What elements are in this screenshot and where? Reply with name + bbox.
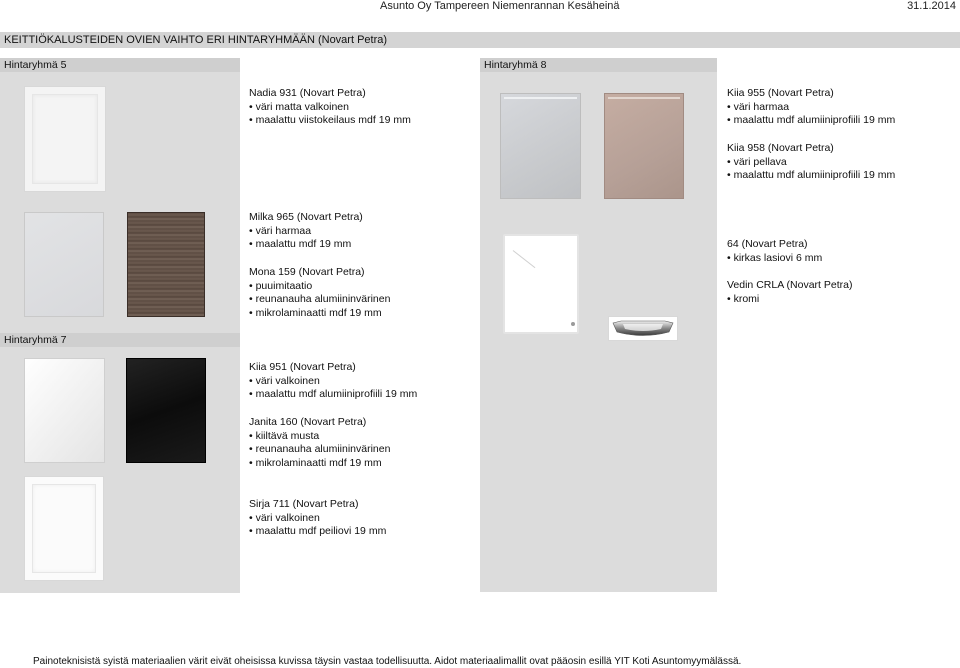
product-title: Kiia 958 (Novart Petra) <box>727 141 834 154</box>
product-detail: • maalattu viistokeilaus mdf 19 mm <box>249 114 411 128</box>
sirja-711-description <box>249 498 386 539</box>
product-title: Kiia 955 (Novart Petra) <box>727 87 834 99</box>
glass-door-handle-description <box>727 238 852 307</box>
group-8-header: Hintaryhmä 8 <box>480 58 717 72</box>
product-title: Janita 160 (Novart Petra) <box>249 415 367 428</box>
product-title: Mona 159 (Novart Petra) <box>249 265 365 278</box>
product-title: Sirja 711 (Novart Petra) <box>249 498 359 510</box>
kiia-955-swatch <box>500 93 581 199</box>
janita-160-swatch <box>126 358 206 463</box>
product-detail: • maalattu mdf peiliovi 19 mm <box>249 525 386 539</box>
product-detail: • väri pellava <box>727 156 895 170</box>
product-detail: • kiiltävä musta <box>249 430 417 444</box>
product-title: Vedin CRLA (Novart Petra) <box>727 279 853 292</box>
footer-disclaimer: Painoteknisistä syistä materiaalien värit eivät oheisissa kuvissa täysin vastaa todellisuutta. Aidot materiaalimallit ovat pääosin esillä YIT Koti Asuntomyymälässä. <box>33 656 742 667</box>
product-title: Kiia 951 (Novart Petra) <box>249 361 356 373</box>
product-detail: • puuimitaatio <box>249 280 390 294</box>
nadia-931-description <box>249 87 411 128</box>
product-detail: • reunanauha alumiininvärinen <box>249 443 417 457</box>
product-detail: • maalattu mdf alumiiniprofiili 19 mm <box>249 388 417 402</box>
nadia-931-swatch <box>24 86 106 192</box>
product-detail: • väri valkoinen <box>249 512 386 526</box>
document-title: KEITTIÖKALUSTEIDEN OVIEN VAIHTO ERI HINTARYHMÄÄN (Novart Petra) <box>0 32 960 48</box>
milka-mona-description <box>249 211 390 321</box>
door-knob-icon <box>571 322 575 326</box>
product-detail: • mikrolaminaatti mdf 19 mm <box>249 457 417 471</box>
kiia-955-958-description <box>727 87 895 183</box>
product-title: 64 (Novart Petra) <box>727 238 808 250</box>
header-title: Asunto Oy Tampereen Niemenrannan Kesäheinä <box>380 0 620 12</box>
product-detail: • kromi <box>727 293 852 307</box>
product-title: Nadia 931 (Novart Petra) <box>249 87 366 99</box>
header-date: 31.1.2014 <box>907 0 956 12</box>
kiia-951-swatch <box>24 358 105 463</box>
product-detail: • kirkas lasiovi 6 mm <box>727 252 852 266</box>
sirja-711-swatch <box>24 476 104 581</box>
product-title: Milka 965 (Novart Petra) <box>249 211 363 223</box>
product-detail: • maalattu mdf alumiiniprofiili 19 mm <box>727 114 895 128</box>
group-7-header: Hintaryhmä 7 <box>0 333 240 347</box>
product-detail: • mikrolaminaatti mdf 19 mm <box>249 307 390 321</box>
group-5-header: Hintaryhmä 5 <box>0 58 240 72</box>
kiia-janita-description <box>249 361 417 471</box>
crla-handle-image <box>608 316 678 341</box>
chrome-handle-icon <box>609 317 677 340</box>
product-detail: • väri valkoinen <box>249 375 417 389</box>
glass-door-64-swatch <box>503 234 579 334</box>
product-detail: • väri harmaa <box>249 225 390 239</box>
product-detail: • maalattu mdf 19 mm <box>249 238 390 252</box>
product-detail: • reunanauha alumiininvärinen <box>249 293 390 307</box>
product-detail: • maalattu mdf alumiiniprofiili 19 mm <box>727 169 895 183</box>
product-detail: • väri harmaa <box>727 101 895 115</box>
product-detail: • väri matta valkoinen <box>249 101 411 115</box>
milka-965-swatch <box>24 212 104 317</box>
kiia-958-swatch <box>604 93 684 199</box>
mona-159-swatch <box>127 212 205 317</box>
